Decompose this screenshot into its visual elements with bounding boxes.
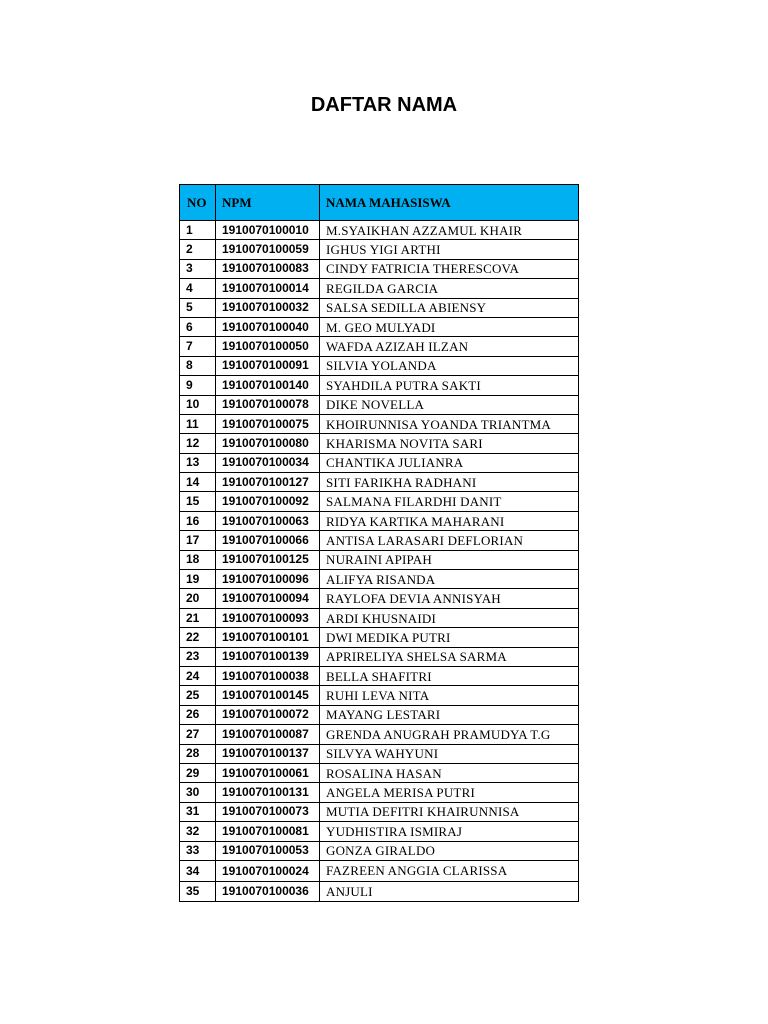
row-number: 7	[180, 337, 216, 356]
table-row	[180, 279, 579, 298]
row-npm: 1910070100083	[216, 259, 320, 278]
row-npm: 1910070100139	[216, 647, 320, 666]
table-row	[180, 570, 579, 589]
table-row	[180, 783, 579, 802]
row-number: 21	[180, 608, 216, 627]
row-number: 27	[180, 725, 216, 744]
table-row	[180, 802, 579, 821]
table-row	[180, 822, 579, 841]
table-row	[180, 492, 579, 511]
header-name: NAMA MAHASISWA	[320, 185, 579, 221]
row-number: 15	[180, 492, 216, 511]
row-npm: 1910070100078	[216, 395, 320, 414]
row-number: 35	[180, 882, 216, 901]
table-row	[180, 221, 579, 240]
row-npm: 1910070100075	[216, 414, 320, 433]
row-student-name: MUTIA DEFITRI KHAIRUNNISA	[320, 802, 579, 821]
row-npm: 1910070100081	[216, 822, 320, 841]
row-student-name: KHARISMA NOVITA SARI	[320, 434, 579, 453]
row-npm: 1910070100096	[216, 570, 320, 589]
row-npm: 1910070100073	[216, 802, 320, 821]
row-student-name: MAYANG LESTARI	[320, 705, 579, 724]
row-student-name: GRENDA ANUGRAH PRAMUDYA T.G	[320, 725, 579, 744]
table-row	[180, 725, 579, 744]
table-body	[180, 221, 579, 902]
row-student-name: WAFDA AZIZAH ILZAN	[320, 337, 579, 356]
table-row	[180, 841, 579, 860]
table-row	[180, 763, 579, 782]
table-row	[180, 647, 579, 666]
row-student-name: RUHI LEVA NITA	[320, 686, 579, 705]
row-npm: 1910070100040	[216, 317, 320, 336]
row-number: 11	[180, 414, 216, 433]
row-npm: 1910070100036	[216, 882, 320, 901]
row-number: 9	[180, 376, 216, 395]
row-npm: 1910070100093	[216, 608, 320, 627]
row-student-name: ROSALINA HASAN	[320, 763, 579, 782]
row-student-name: M.SYAIKHAN AZZAMUL KHAIR	[320, 221, 579, 240]
row-student-name: DIKE NOVELLA	[320, 395, 579, 414]
row-number: 19	[180, 570, 216, 589]
row-npm: 1910070100091	[216, 356, 320, 375]
row-number: 29	[180, 763, 216, 782]
row-number: 4	[180, 279, 216, 298]
row-npm: 1910070100094	[216, 589, 320, 608]
table-row	[180, 531, 579, 550]
table-row	[180, 259, 579, 278]
row-number: 1	[180, 221, 216, 240]
row-npm: 1910070100061	[216, 763, 320, 782]
row-number: 8	[180, 356, 216, 375]
row-student-name: M. GEO MULYADI	[320, 317, 579, 336]
row-student-name: CHANTIKA JULIANRA	[320, 453, 579, 472]
table-row	[180, 550, 579, 569]
header-no: NO	[180, 185, 216, 221]
row-student-name: REGILDA GARCIA	[320, 279, 579, 298]
header-npm: NPM	[216, 185, 320, 221]
table-row	[180, 882, 579, 901]
row-number: 22	[180, 628, 216, 647]
row-number: 2	[180, 240, 216, 259]
table-row	[180, 705, 579, 724]
row-student-name: ARDI KHUSNAIDI	[320, 608, 579, 627]
row-number: 25	[180, 686, 216, 705]
row-student-name: ALIFYA RISANDA	[320, 570, 579, 589]
row-number: 10	[180, 395, 216, 414]
row-npm: 1910070100092	[216, 492, 320, 511]
table-row	[180, 473, 579, 492]
row-number: 23	[180, 647, 216, 666]
table-row	[180, 376, 579, 395]
table-row	[180, 240, 579, 259]
row-student-name: DWI MEDIKA PUTRI	[320, 628, 579, 647]
row-npm: 1910070100050	[216, 337, 320, 356]
row-npm: 1910070100010	[216, 221, 320, 240]
row-student-name: SYAHDILA PUTRA SAKTI	[320, 376, 579, 395]
table-row	[180, 511, 579, 530]
row-student-name: BELLA SHAFITRI	[320, 666, 579, 685]
row-npm: 1910070100087	[216, 725, 320, 744]
row-npm: 1910070100137	[216, 744, 320, 763]
table-row	[180, 589, 579, 608]
row-number: 34	[180, 860, 216, 881]
row-student-name: FAZREEN ANGGIA CLARISSA	[320, 860, 579, 881]
row-npm: 1910070100072	[216, 705, 320, 724]
row-number: 14	[180, 473, 216, 492]
table-row	[180, 414, 579, 433]
row-npm: 1910070100038	[216, 666, 320, 685]
row-student-name: RIDYA KARTIKA MAHARANI	[320, 511, 579, 530]
student-table	[179, 184, 579, 902]
table-row	[180, 608, 579, 627]
table-row	[180, 337, 579, 356]
row-number: 31	[180, 802, 216, 821]
row-npm: 1910070100059	[216, 240, 320, 259]
row-number: 26	[180, 705, 216, 724]
row-number: 3	[180, 259, 216, 278]
row-student-name: KHOIRUNNISA YOANDA TRIANTMA	[320, 414, 579, 433]
table-row	[180, 666, 579, 685]
page-title: DAFTAR NAMA	[310, 94, 458, 116]
row-student-name: SALSA SEDILLA ABIENSY	[320, 298, 579, 317]
table-row	[180, 453, 579, 472]
row-number: 17	[180, 531, 216, 550]
row-npm: 1910070100066	[216, 531, 320, 550]
row-number: 30	[180, 783, 216, 802]
row-number: 32	[180, 822, 216, 841]
row-student-name: RAYLOFA DEVIA ANNISYAH	[320, 589, 579, 608]
row-student-name: CINDY FATRICIA THERESCOVA	[320, 259, 579, 278]
row-student-name: YUDHISTIRA ISMIRAJ	[320, 822, 579, 841]
row-npm: 1910070100024	[216, 860, 320, 881]
row-npm: 1910070100131	[216, 783, 320, 802]
row-number: 13	[180, 453, 216, 472]
row-student-name: ANJULI	[320, 882, 579, 901]
row-npm: 1910070100080	[216, 434, 320, 453]
row-student-name: NURAINI APIPAH	[320, 550, 579, 569]
table-row	[180, 395, 579, 414]
table-row	[180, 628, 579, 647]
row-number: 18	[180, 550, 216, 569]
row-student-name: SILVYA WAHYUNI	[320, 744, 579, 763]
row-student-name: APRIRELIYA SHELSA SARMA	[320, 647, 579, 666]
row-npm: 1910070100127	[216, 473, 320, 492]
table-header-row	[180, 185, 579, 221]
row-npm: 1910070100053	[216, 841, 320, 860]
row-number: 20	[180, 589, 216, 608]
row-npm: 1910070100014	[216, 279, 320, 298]
table-row	[180, 317, 579, 336]
row-npm: 1910070100140	[216, 376, 320, 395]
row-npm: 1910070100034	[216, 453, 320, 472]
row-npm: 1910070100125	[216, 550, 320, 569]
row-student-name: ANGELA MERISA PUTRI	[320, 783, 579, 802]
row-student-name: GONZA GIRALDO	[320, 841, 579, 860]
row-npm: 1910070100032	[216, 298, 320, 317]
table-row	[180, 434, 579, 453]
row-number: 28	[180, 744, 216, 763]
row-student-name: ANTISA LARASARI DEFLORIAN	[320, 531, 579, 550]
row-npm: 1910070100101	[216, 628, 320, 647]
row-student-name: SALMANA FILARDHI DANIT	[320, 492, 579, 511]
row-number: 5	[180, 298, 216, 317]
table-row	[180, 356, 579, 375]
row-number: 16	[180, 511, 216, 530]
row-number: 12	[180, 434, 216, 453]
table-row	[180, 298, 579, 317]
table-row	[180, 860, 579, 881]
table-row	[180, 686, 579, 705]
row-number: 33	[180, 841, 216, 860]
row-number: 6	[180, 317, 216, 336]
row-student-name: IGHUS YIGI ARTHI	[320, 240, 579, 259]
row-student-name: SITI FARIKHA RADHANI	[320, 473, 579, 492]
row-number: 24	[180, 666, 216, 685]
row-student-name: SILVIA YOLANDA	[320, 356, 579, 375]
row-npm: 1910070100145	[216, 686, 320, 705]
table-row	[180, 744, 579, 763]
row-npm: 1910070100063	[216, 511, 320, 530]
